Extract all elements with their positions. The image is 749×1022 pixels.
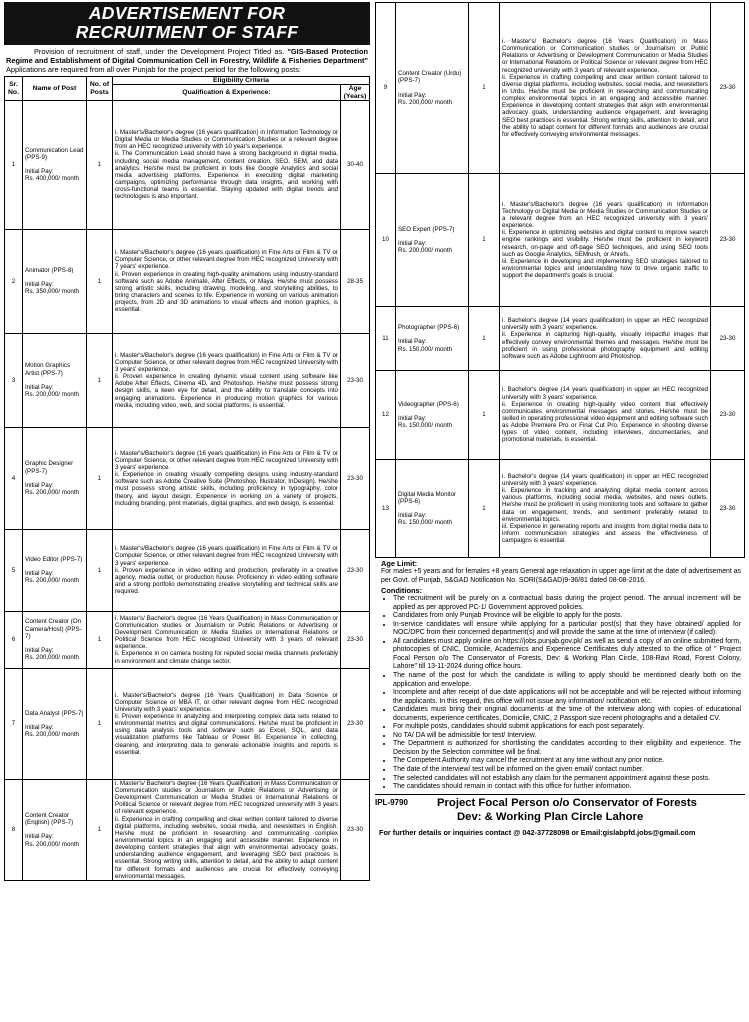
post-name: Videographer (PPS-6) <box>398 400 459 408</box>
conditions-title: Conditions: <box>381 586 423 596</box>
initial-pay-value: Rs. 150,000/ month <box>398 519 453 527</box>
serial-number: 12 <box>376 371 396 460</box>
post-name: Photographer (PPS-6) <box>398 324 460 332</box>
ipl-number: IPL-9790 <box>375 797 408 807</box>
initial-pay-value: Rs. 200,000/ month <box>398 98 453 106</box>
number-of-posts: 1 <box>87 229 113 333</box>
number-of-posts: 1 <box>87 668 113 779</box>
serial-number: 9 <box>376 3 396 174</box>
criteria-item: ii. Experience in creating visually compelling designs using industry-standard software such as Adobe Creative Suite (Photoshop, Illustrator, InDesign). He/she must possess strong artistic skills, including proficiency in typography, color theory, and layout design. Experience in working on a variety of projects, including branding, print materials, digital graphics, and web design, is essential. <box>115 471 338 507</box>
initial-pay-label: Initial Pay: <box>25 383 54 391</box>
number-of-posts: 1 <box>469 3 500 174</box>
qualification-cell <box>500 460 711 558</box>
initial-pay-value: Rs. 200,000/ month <box>25 577 80 585</box>
table-row <box>376 3 745 174</box>
criteria-item: ii. Experience in capturing high-quality, visually impactful images that effectively convey environmental themes and messages. He/she must be proficient in using professional photography equipment and editing software such as Adobe Lightroom and Photoshop. <box>502 331 708 360</box>
header-no-of-posts: No. of Posts <box>87 77 113 100</box>
criteria-item: iii. Experience in generating reports and insights from digital media data to inform communication strategies and assess the effectiveness of campaigns is essential. <box>502 522 708 545</box>
condition-item: • For multiple posts, candidates should submit applications for each post separately. <box>393 723 741 732</box>
post-cell <box>23 611 87 668</box>
criteria-item: i. Bachelor's degree (14 years qualification) in upper an HEC recognized university with 3 years' experience. <box>502 472 708 487</box>
criteria-item: i. Master's/Bachelor's degree (16 years qualification) in Fine Arts or Film & TV or Computer Science, or other relevant degree from HEC recognized University with 3 years' experience. <box>115 351 338 373</box>
serial-number: 4 <box>5 427 23 529</box>
table-row <box>376 307 745 371</box>
qualification-cell <box>500 3 711 174</box>
condition-item: • All candidates must apply online on https://jobs.punjab.gov.pk/ as well as send a copy of an online submitted form, photocopies of CNIC, Domicile, Academics and Experience Certificates duly attested to the office of " Project Focal Person o/o The Conservator of Forests, Dev: & Working Plan Circle, 108-Ravi Road, Forest Colony, Lahore" till 13-11-2024 during office hours. <box>393 638 741 672</box>
condition-item: • The name of the post for which the candidate is willing to apply should be mentioned clearly both on the application and envelope. <box>393 672 741 689</box>
criteria-item: ii. Experience in creating high-quality video content that effectively communicates environmental messages and stories. He/she must be skilled in operating professional video equipment and editing software such as Adobe Premiere Pro or Final Cut Pro. Experience in shooting diverse types of video content, including interviews, documentaries, and promotional materials, is essential. <box>502 400 708 444</box>
age-range: 23-30 <box>341 779 370 880</box>
post-name: SEO Expert (PPS-7) <box>398 225 455 233</box>
initial-pay-value: Rs. 200,000/ month <box>25 488 80 496</box>
number-of-posts: 1 <box>87 529 113 611</box>
initial-pay-label: Initial Pay: <box>398 512 427 519</box>
age-range: 23-30 <box>341 427 370 529</box>
table-row <box>5 427 370 529</box>
criteria-item: i. Master's/ Bachelor's degree (16 Years Qualification) in Mass Communication or Communication studies or Journalism or Public Relations or Advertising or Development Communication or Media Studies or International Relations or Political Science or relevant degree from HEC recognized university with 3 years of relevant experience. <box>115 779 338 816</box>
serial-number: 13 <box>376 460 396 558</box>
notes-section <box>375 559 745 792</box>
qualification-cell <box>113 668 341 779</box>
condition-item: • The candidates should remain in contact with this office for further information. <box>393 783 741 792</box>
age-range: 30-40 <box>341 100 370 229</box>
intro-post: Applications are required from all over Punjab for the project period for the following posts: <box>6 65 301 75</box>
initial-pay-value: Rs. 150,000/ month <box>398 422 453 430</box>
criteria-item: i. Master's/Bachelor's degree (16 years qualification) in Fine Arts or Film & TV or Computer Science, or other relevant degree from HEC recognized University with 3 years' experience. <box>115 449 338 471</box>
age-limit-text: For males +5 years and for females +8 years General age relaxation in upper age limit at the date of advertisement as per Govt. of Punjab, S&GAD Notification No. SORI(S&GAD)9-36/81 dated 08-08-2016. <box>381 568 741 584</box>
age-range: 23-30 <box>711 371 745 460</box>
qualification-cell <box>113 229 341 333</box>
qualification-cell <box>113 779 341 880</box>
condition-item: • The date of the interview/ test will be informed on the given email/ contact number. <box>393 766 741 775</box>
footer-office-line-1: Project Focal Person o/o Conservator of Forests <box>437 796 697 809</box>
number-of-posts: 1 <box>87 333 113 427</box>
footer-contact: For further details or inquiries contact @ 042-37728098 or Email:gislabpfd.jobs@gmail.com <box>379 827 696 837</box>
qualification-cell <box>500 371 711 460</box>
number-of-posts: 1 <box>469 460 500 558</box>
post-cell <box>23 779 87 880</box>
post-cell <box>23 100 87 229</box>
header-post: Name of Post <box>23 77 87 100</box>
number-of-posts: 1 <box>469 371 500 460</box>
initial-pay-label: Initial Pay: <box>25 646 54 654</box>
serial-number: 1 <box>5 100 23 229</box>
condition-item: • In-service candidates will ensure while applying for a particular post(s) that they have obtained/ applied for NOC/DPC from their concerned department(s) and will provide the same at the time of interview (if called). <box>393 621 741 638</box>
condition-item: • The Department is authorized for shortlisting the candidates according to their eligibility and experience. The Decision by the Selection committee will be final. <box>393 740 741 757</box>
initial-pay-label: Initial Pay: <box>25 833 54 841</box>
criteria-item: ii. Experience in on camera hosting for reputed social media channels preferably in environment and climate change sector. <box>115 650 338 665</box>
age-range: 28-35 <box>341 229 370 333</box>
initial-pay-value: Rs. 150,000/ month <box>398 345 453 353</box>
serial-number: 11 <box>376 307 396 371</box>
number-of-posts: 1 <box>87 100 113 229</box>
initial-pay-value: Rs. 200,000/ month <box>25 730 80 738</box>
criteria-item: ii. Experience in tracking and analyzing digital media content across various platforms, including social media, websites, and news outlets. He/she must be proficient in using monitoring tools and software to gather data on engagement, trends, and sentiment preferably related to environmental topics. <box>502 487 708 523</box>
intro-project-title: "GIS-Based Protection Regime and Establishment of Digital Communication Cell in Forestry, Wildlife & Fisheries Department" <box>6 47 368 66</box>
intro-pre: Provision of recruitment of staff, under the Development Project Titled as. <box>34 47 288 56</box>
advertisement-header <box>4 2 370 45</box>
initial-pay-value: Rs. 200,000/ month <box>25 390 80 398</box>
initial-pay-label: Initial Pay: <box>398 91 427 99</box>
criteria-item: i. Master's/Bachelor's degree (16 years qualification) in Information Technology or Digital Media or Media Studies or Communication Studies or a relevant degree from an HEC recognized university with 3 years' experience. <box>502 200 708 230</box>
criteria-item: i. Master's/ Bachelor's degree (16 Years Qualification) in Mass Communication or Communication studies or Journalism or Public Relations or Advertising or Development Communication or Media Studies or International Relations or Political Science from HEC recognized University with 3 years of relevant experience. <box>115 614 338 651</box>
post-name: Graphic Designer (PPS-7) <box>25 460 74 475</box>
condition-item: • Incomplete and after receipt of due date applications will not be acceptable and will be rejected without informing the applicants. In this regard, this office will not issue any information/ notification etc. <box>393 689 741 706</box>
age-range: 23-30 <box>341 529 370 611</box>
initial-pay-value: Rs. 200,000/ month <box>398 247 453 255</box>
post-name: Data Analyst (PPS-7) <box>25 709 84 717</box>
qualification-cell <box>113 427 341 529</box>
initial-pay-label: Initial Pay: <box>25 570 54 578</box>
table-row <box>376 371 745 460</box>
header-line-2: RECRUITMENT OF STAFF <box>75 22 299 42</box>
condition-item: • Candidates from only Punjab Province will be eligible to apply for the posts. <box>393 612 741 621</box>
age-range: 23-30 <box>341 333 370 427</box>
serial-number: 3 <box>5 333 23 427</box>
qualification-cell <box>500 174 711 307</box>
table-row <box>5 229 370 333</box>
initial-pay-label: Initial Pay: <box>25 168 54 176</box>
post-cell <box>23 427 87 529</box>
initial-pay-label: Initial Pay: <box>25 281 54 289</box>
qualification-cell <box>113 333 341 427</box>
criteria-item: i. Master's/Bachelor's degree (16 years qualification) in Fine Arts or Film & TV or Computer Science, or other relevant degree from HEC recognized University with 7 years' experience. <box>115 249 338 271</box>
post-name: Video Editor (PPS-7) <box>25 556 83 564</box>
conditions-list <box>375 595 745 792</box>
criteria-item: i. Master's/Bachelor's degree (16 Years Qualification) in Data Science or Computer Science or MBA IT, or other relevant degree from HEC recognized University with 3 years' experience. <box>115 691 338 713</box>
initial-pay-value: Rs. 350,000/ month <box>25 288 80 296</box>
criteria-item: ii. Proven experience in analyzing and interpreting complex data sets related to environmental metrics and digital communications. He/she must be proficient in using data analysis tools and software such as Excel, SQL, and data visualization platforms like Tableau or Power BI. Experience in collecting, cleaning, and interpreting data to generate actionable insights and reports is essential. <box>115 713 338 756</box>
table-row <box>376 460 745 558</box>
post-cell <box>23 529 87 611</box>
post-cell <box>396 460 469 558</box>
table-row <box>5 333 370 427</box>
initial-pay-label: Initial Pay: <box>398 239 427 247</box>
serial-number: 8 <box>5 779 23 880</box>
condition-item: • Candidates must bring their original documents at the time of the interview along with copies of educational documents, experience certificates, Domicile, CNIC, 2 Passport size recent photographs and a detailed CV. <box>393 706 741 723</box>
posts-table-left <box>4 76 370 881</box>
age-range: 23-30 <box>341 611 370 668</box>
post-name: Animator (PPS-8) <box>25 267 74 275</box>
post-name: Digital Media Monitor (PPS-6) <box>398 490 457 505</box>
criteria-item: ii. Experience in crafting compelling and clear written content tailored to diverse digital platforms, including websites, social media, and newsletters in English. He/she must be proficient in researching and communicating complex environmental topics in an engaging and accessible manner. Experience in developing content strategies that align with environmental advocacy goals, understanding audience engagement, and leveraging SEO best practices is essential. Strong writing skills, attention to detail, and the ability to adapt content for different formats and audiences are crucial for effectively conveying environmental messages. <box>115 815 338 880</box>
criteria-item: i. Master's/ Bachelor's degree (16 Years Qualification) in Mass Communication or Communication studies or Journalism or Public Relations or Advertising or Development Communication or Media Studies or International Relations or Political Science or relevant degree from HEC recognized university with 3 years of relevant experience. <box>502 37 708 74</box>
post-cell <box>396 3 469 174</box>
number-of-posts: 1 <box>87 779 113 880</box>
post-name: Content Creator (English) (PPS-7) <box>25 812 74 827</box>
post-name: Content Creator (Urdu) (PPS-7) <box>398 70 462 85</box>
criteria-item: i. Master's/Bachelor's degree (16 years qualification) in Information Technology or Digital Media or Media Studies or Communication Studies or a relevant degree from an HEC recognized university with 10 year's experience. <box>115 128 338 151</box>
table-row <box>5 529 370 611</box>
condition-item: • No TA/ DA will be admissible for test/ Interview. <box>393 732 741 741</box>
initial-pay-value: Rs. 200,000/ month <box>25 653 80 661</box>
condition-item: • The selected candidates will not establish any claim for the permanent appointment against these posts. <box>393 775 741 784</box>
qualification-cell <box>113 611 341 668</box>
header-sr: Sr. No. <box>5 77 23 100</box>
age-range: 23-30 <box>711 460 745 558</box>
age-range: 23-30 <box>711 174 745 307</box>
condition-item: • The recruitment will be purely on a contractual basis during the project period. The annual increment will be applied as per approved PC-1/ Government approved policies. <box>393 595 741 612</box>
criteria-item: i. Master's/Bachelor's degree (16 years qualification) in Fine Arts or Film & TV or Computer Science, or other relevant degree from HEC recognized University with 3 years' experience. <box>115 545 338 567</box>
number-of-posts: 1 <box>87 611 113 668</box>
initial-pay-label: Initial Pay: <box>398 338 427 346</box>
header-eligibility: Eligibility Criteria <box>113 77 370 85</box>
criteria-item: i. Bachelor's degree (14 years qualification) in upper an HEC recognized university with 3 years' experience. <box>502 317 708 332</box>
table-row <box>5 668 370 779</box>
qualification-cell <box>113 100 341 229</box>
header-qualification: Qualification & Experience: <box>113 85 341 100</box>
initial-pay-label: Initial Pay: <box>25 723 54 731</box>
qualification-cell <box>500 307 711 371</box>
post-cell <box>396 371 469 460</box>
header-age: Age (Years) <box>341 85 370 100</box>
footer <box>375 794 745 845</box>
post-cell <box>396 174 469 307</box>
criteria-item: i. Bachelor's degree (14 years qualification) in upper an HEC recognized university with 3 years' experience. <box>502 386 708 401</box>
criteria-item: iii. Experience in developing and implementing SEO strategies tailored to environmental topics and understanding how to drive organic traffic to support the department's goals is crucial. <box>502 257 708 280</box>
number-of-posts: 1 <box>469 307 500 371</box>
criteria-item: ii. Proven experience in creating high-quality animations using industry-standard software such as Adobe Animate, After Effects, or Maya. He/she must possess strong artistic skills, including drawing, modeling, and storytelling abilities, to bring characters and scenes to life. Experience in working on various animation projects, from 2D and 3D animations to visual effects and motion graphics, is essential. <box>115 270 338 314</box>
age-range: 23-30 <box>341 668 370 779</box>
post-cell <box>23 229 87 333</box>
initial-pay-label: Initial Pay: <box>25 481 54 489</box>
age-range: 23-30 <box>711 307 745 371</box>
serial-number: 10 <box>376 174 396 307</box>
header-line-1: ADVERTISEMENT FOR <box>88 3 286 23</box>
post-cell <box>23 668 87 779</box>
table-row <box>5 611 370 668</box>
number-of-posts: 1 <box>87 427 113 529</box>
criteria-item: ii. Proven experience in creating dynamic visual content using software like Adobe After Effects, Cinema 4D, and Photoshop. He/she must possess strong design skills, a keen eye for detail, and the ability to translate concepts into engaging animations. Experience in producing motion graphics for various media, including video, web, and social platforms, is essential. <box>115 373 338 409</box>
serial-number: 5 <box>5 529 23 611</box>
posts-table-right <box>375 2 745 558</box>
criteria-item: ii. The Communication Lead should have a strong background in digital media, including social media management, content creation, SEO, SEM, and data analytics. He/she must be proficient in tools like Google Analytics and social media advertising platforms. Experience in executing digital marketing campaigns, optimizing performance through data insights, and working with cross-functional teams is essential. Staying updated with digital trends and technologies is also important. <box>115 150 338 201</box>
initial-pay-value: Rs. 200,000/ month <box>25 840 80 848</box>
serial-number: 7 <box>5 668 23 779</box>
age-limit-title: Age Limit: <box>381 559 418 568</box>
number-of-posts: 1 <box>469 174 500 307</box>
post-name: Content Creator (On Camera/Host) (PPS-7) <box>25 618 82 640</box>
table-row <box>5 779 370 880</box>
age-range: 23-30 <box>711 3 745 174</box>
post-cell <box>396 307 469 371</box>
post-name: Motion Graphics Artist (PPS-7) <box>25 362 71 377</box>
condition-item: • The Competent Authority may cancel the recruitment at any time without any prior notice. <box>393 757 741 766</box>
serial-number: 6 <box>5 611 23 668</box>
left-column <box>4 2 370 881</box>
criteria-item: ii. Proven experience in video editing and production, preferably in a creative agency, media outlet, or production house. Proficiency in video editing software and a strong portfolio demonstrating creative storytelling and technical skills are required. <box>115 566 338 596</box>
table-row <box>5 100 370 229</box>
serial-number: 2 <box>5 229 23 333</box>
criteria-item: ii. Experience in crafting compelling and clear written content tailored to diverse digital platforms, including websites, social media, and newsletters in Urdu. He/she must be proficient in researching and communicating complex environmental topics in an engaging and accessible manner. Experience in developing content strategies that align with environmental advocacy goals, understanding audience engagement, and leveraging SEO best practices is essential. Strong writing skills, attention to detail, and the ability to adapt content for different formats and audiences are crucial for effectively conveying environmental messages. <box>502 73 709 138</box>
table-row <box>376 174 745 307</box>
initial-pay-label: Initial Pay: <box>398 414 427 422</box>
qualification-cell <box>113 529 341 611</box>
intro-paragraph <box>6 47 368 74</box>
right-column <box>375 2 745 845</box>
criteria-item: ii. Experience in optimizing websites and digital content to improve search engine rankings and visibility. He/she must be proficient in keyword research, on-page and off-page SEO techniques, and using SEO tools such as Google Analytics, SEMrush, or Ahrefs. <box>502 229 708 258</box>
footer-office-line-2: Dev: & Working Plan Circle Lahore <box>457 810 644 823</box>
initial-pay-value: Rs. 400,000/ month <box>25 175 80 183</box>
post-name: Communication Lead (PPS-9) <box>25 146 84 162</box>
post-cell <box>23 333 87 427</box>
